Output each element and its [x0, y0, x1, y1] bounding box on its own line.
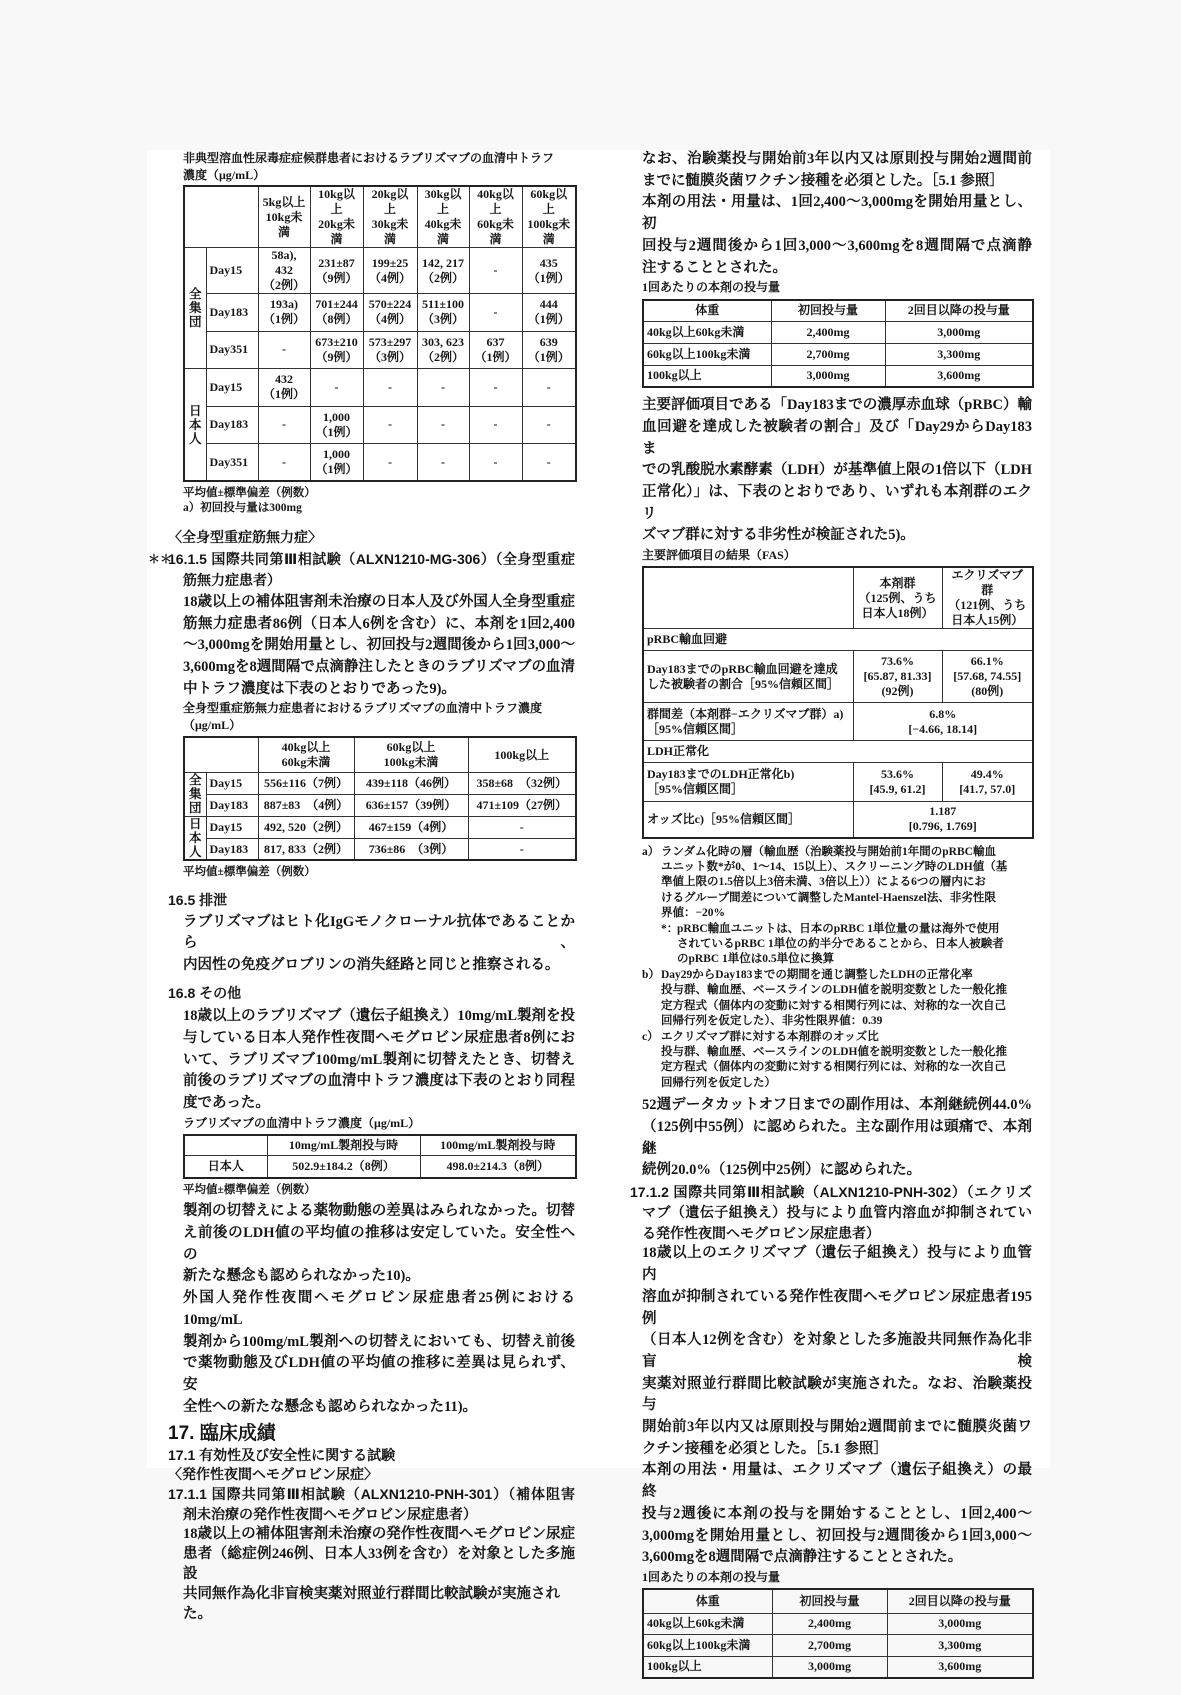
column-header: 40kg以上 60kg未満 — [469, 186, 522, 248]
aHUS-trough-table — [183, 185, 577, 482]
section-16-8-heading: 16.8 その他 — [168, 984, 242, 1001]
value-cell: 673±210 （9例） — [310, 331, 363, 369]
value-cell: 日本人 — [184, 1156, 267, 1178]
row-label: Day183までのLDH正常化b) ［95%信頼区間］ — [643, 763, 853, 802]
dose-table-2 — [642, 1588, 1034, 1679]
column-header — [643, 567, 853, 629]
table-row — [184, 838, 576, 860]
column-header: 60kg以上 100kg未満 — [522, 186, 576, 248]
row-label: 群間差（本剤群−エクリズマブ群）a) ［95%信頼区間］ — [643, 703, 853, 741]
value-cell: 1,000 （1例） — [310, 406, 363, 444]
table-header-row — [643, 567, 1033, 629]
group-label: 日 本 人 — [184, 369, 206, 482]
footnote-asterisk — [661, 922, 1032, 968]
table-header-row — [184, 1135, 576, 1156]
table-row — [643, 703, 1033, 741]
column-header: 40kg以上 60kg未満 — [258, 737, 354, 772]
value-cell: - — [469, 369, 522, 407]
text-line: 界値：−20% — [661, 907, 726, 920]
text-line: え前後のLDH値の平均値の推移は安定していた。安全性への — [183, 1224, 575, 1263]
column-header: 本剤群 （125例、うち 日本人18例） — [853, 567, 942, 629]
dose-cell: 3,600mg — [887, 1656, 1033, 1678]
text-line: 3,600mgを8週間隔で点滴静注したときのラブリズマブの血清 — [183, 659, 575, 676]
text-line: での乳酸脱水素酵素（LDH）が基準値上限の1倍以下（LDH — [642, 462, 1032, 479]
row-label: Day183 — [206, 838, 258, 860]
column-header: 5kg以上 10kg未満 — [258, 186, 310, 248]
adverse-reactions-paragraph — [642, 1095, 1032, 1182]
footnote-label: c） — [642, 1030, 659, 1043]
left-column — [148, 150, 575, 1624]
table-row — [184, 406, 576, 444]
value-cell: - — [258, 331, 310, 369]
table1-footnote: 平均値±標準偏差（例数） — [183, 487, 316, 499]
row-label: Day15 — [206, 772, 258, 794]
text-line: 回帰行列を仮定した） — [661, 1076, 776, 1089]
weight-cell: 60kg以上100kg未満 — [643, 1635, 772, 1657]
table-row — [184, 294, 576, 332]
value-cell: - — [363, 406, 417, 444]
table-row — [184, 772, 576, 794]
results-table-caption: 主要評価項目の結果（FAS） — [642, 548, 796, 563]
text-line: 患者（総症例246例、日本人33例を含む）を対象とした多施設 — [183, 1546, 575, 1583]
merged-value-cell: 6.8% [−4.66, 18.14] — [853, 703, 1033, 741]
value-cell: - — [469, 406, 522, 444]
row-label: Day15 — [206, 248, 258, 294]
row-label: Day183 — [206, 794, 258, 816]
text-line: 回帰行列を仮定した）、非劣性限界値：0.39 — [661, 1015, 883, 1028]
column-header: 体重 — [643, 1589, 772, 1613]
section-17-1-2-heading — [630, 1182, 1032, 1244]
text-line: 主要評価項目である「Day183までの濃厚赤血球（pRBC）輸 — [642, 397, 1032, 414]
value-cell: 570±224 （4例） — [363, 294, 417, 332]
group-label: 全 集 団 — [184, 248, 206, 369]
table2-footnote: 平均値±標準偏差（例数） — [183, 866, 316, 879]
primary-endpoint-results-table — [642, 566, 1034, 839]
section-row-label: pRBC輸血回避 — [643, 629, 1033, 651]
text-line: クチン接種を必須とした。［5.1 参照］ — [642, 1440, 888, 1457]
value-cell: 502.9±184.2（8例） — [267, 1156, 420, 1178]
formulation-switch-table — [183, 1134, 577, 1179]
text-line: 16.1.5 国際共同第Ⅲ相試験（ALXN1210-MG-306）（全身型重症 — [168, 550, 575, 567]
value-cell: 53.6% [45.9, 61.2] — [853, 763, 942, 802]
dose-table2-caption: 1回あたりの本剤の投与量 — [642, 1570, 781, 1584]
text-line: 濃度（μg/mL） — [183, 168, 266, 182]
dose-cell: 3,300mg — [887, 1635, 1033, 1657]
text-line: （日本人12例を含む）を対象とした多施設共同無作為化非盲検 — [642, 1332, 1032, 1370]
text-line: 度であった。 — [183, 1095, 270, 1112]
value-cell: 1,000 （1例） — [310, 444, 363, 482]
value-cell: - — [469, 444, 522, 482]
text-line: 製剤から100mg/mL製剤への切替えにおいても、切替え前後 — [183, 1333, 575, 1350]
text-line: 開始前3年以内又は原則投与開始2週間前までに髄膜炎菌ワ — [642, 1419, 1032, 1436]
column-header: 初回投与量 — [772, 1589, 887, 1613]
value-cell: 467±159（4例） — [354, 816, 468, 838]
table-row — [643, 1613, 1033, 1635]
dosage-paragraph — [642, 192, 1032, 279]
text-line: 18歳以上のラブリズマブ（遺伝子組換え）10mg/mL製剤を投 — [183, 1008, 575, 1025]
table1-caption — [183, 150, 575, 184]
value-cell: - — [468, 816, 576, 838]
text-line: ラブリズマブはヒト化IgGモノクローナル抗体であることから、 — [183, 913, 575, 952]
section-16-8-paragraph — [183, 1006, 575, 1115]
text-line: 非典型溶血性尿毒症症候群患者におけるラブリズマブの血清中トラフ — [183, 151, 555, 165]
footnote-label: b） — [642, 968, 660, 981]
dose-cell: 3,000mg — [887, 1613, 1033, 1635]
value-cell: 471±109（27例） — [468, 794, 576, 816]
table-row — [643, 763, 1033, 802]
text-line: 共同無作為化非盲検実薬対照並行群間比較試験が実施された。 — [183, 1586, 560, 1623]
section-16-1-5-paragraph — [183, 592, 575, 701]
text-line: 内因性の免疫グロブリンの消失経路と同じと推察される。 — [183, 956, 560, 973]
text-line: 全身型重症筋無力症患者におけるラブリズマブの血清中トラフ濃度 — [183, 701, 543, 716]
section-16-5-paragraph — [183, 912, 575, 977]
table3-caption: ラブリズマブの血清中トラフ濃度（μg/mL） — [183, 1115, 421, 1130]
column-header: エクリズマブ群 （121例、うち 日本人15例） — [942, 567, 1033, 629]
mg-subsection-heading: 〈全身型重症筋無力症〉 — [168, 528, 322, 545]
text-line: なお、治験薬投与開始前3年以内又は原則投与開始2週間前 — [642, 151, 1032, 167]
text-line: 正常化）」は、下表のとおりであり、いずれも本剤群のエクリ — [642, 484, 1032, 522]
column-header: 初回投与量 — [771, 300, 885, 321]
value-cell: - — [258, 444, 310, 482]
value-cell: 639 （1例） — [522, 331, 576, 369]
row-label: Day183 — [206, 294, 258, 332]
value-cell: - — [417, 444, 469, 482]
value-cell: 444 （1例） — [522, 294, 576, 332]
section-17-1-2-paragraph-1 — [642, 1243, 1032, 1460]
row-label: Day183までのpRBC輸血回避を達成 した被験者の割合［95%信頼区間］ — [643, 651, 853, 703]
table-row — [643, 1635, 1033, 1657]
weight-cell: 40kg以上60kg未満 — [643, 1613, 772, 1635]
table1-footnote-a: a）初回投与量は300mg — [183, 502, 302, 515]
table-row — [643, 741, 1033, 763]
table-row — [184, 248, 576, 294]
text-line: る発作性夜間ヘモグロビン尿症患者） — [642, 1224, 880, 1241]
text-line: のpRBC 1単位は0.5単位に換算 — [677, 953, 835, 966]
table-row — [643, 365, 1033, 387]
text-line: 製剤の切替えによる薬物動態の差異はみられなかった。切替 — [183, 1203, 575, 1220]
dose-table1-caption: 1回あたりの本剤の投与量 — [642, 280, 781, 295]
value-cell: 701±244 （8例） — [310, 294, 363, 332]
table-header-row — [643, 1589, 1033, 1613]
value-cell: - — [363, 369, 417, 407]
dose-cell: 3,000mg — [885, 321, 1033, 343]
text-line: 投与群、輸血歴、ベースラインのLDH値を説明変数とした一般化推 — [661, 1045, 1007, 1058]
text-line: で薬物動態及びLDH値の平均値の推移に差異は見られず、安 — [183, 1355, 575, 1393]
table-corner-cell — [184, 737, 258, 772]
pnh-subsection-heading: 〈発作性夜間ヘモグロビン尿症〉 — [168, 1466, 378, 1483]
weight-cell: 100kg以上 — [643, 365, 771, 387]
row-label: Day15 — [206, 816, 258, 838]
table-header-row — [643, 300, 1033, 321]
text-line: 18歳以上のエクリズマブ（遺伝子組換え）投与により血管内 — [642, 1245, 1032, 1284]
row-label: Day351 — [206, 444, 258, 482]
table-row — [643, 321, 1033, 343]
primary-endpoint-paragraph — [642, 395, 1032, 547]
section-17-heading: 17. 臨床成績 — [168, 1423, 276, 1445]
text-line: 3,600mgを8週間隔で点滴静注することとされた。 — [642, 1549, 963, 1566]
section-17-1-2-paragraph-2 — [642, 1460, 1032, 1569]
row-label: Day351 — [206, 331, 258, 369]
value-cell: 573±297 （3例） — [363, 331, 417, 369]
footnote-b — [642, 968, 1032, 1030]
text-line: 18歳以上の補体阻害剤未治療の発作性夜間ヘモグロビン尿症 — [183, 1526, 575, 1543]
value-cell: - — [469, 294, 522, 332]
column-header — [184, 1135, 267, 1156]
text-line: 剤未治療の発作性夜間ヘモグロビン尿症患者） — [183, 1506, 477, 1523]
section-17-1-1-paragraph — [183, 1524, 575, 1624]
row-label: Day183 — [206, 406, 258, 444]
text-line: 投与2週後に本剤の投与を開始することとし、1回2,400～ — [642, 1505, 1032, 1522]
section-16-1-5-heading — [168, 549, 575, 592]
table-row — [184, 816, 576, 838]
value-cell: 492, 520（2例） — [258, 816, 354, 838]
text-line: 17.1.2 国際共同第Ⅲ相試験（ALXN1210-PNH-302）（エクリズ — [630, 1183, 1032, 1200]
text-line: までに髄膜炎菌ワクチン接種を必須とした。［5.1 参照］ — [642, 172, 1004, 189]
table-corner-cell — [184, 186, 258, 248]
column-header: 2回目以降の投与量 — [887, 1589, 1033, 1613]
column-header: 100mg/mL製剤投与時 — [420, 1135, 576, 1156]
value-cell: 439±118（46例） — [354, 772, 468, 794]
revision-mark: ＊＊ — [148, 551, 173, 566]
weight-cell: 100kg以上 — [643, 1656, 772, 1678]
column-header: 30kg以上 40kg未満 — [417, 186, 469, 248]
dose-cell: 2,700mg — [771, 343, 885, 365]
table-header-row — [184, 186, 576, 248]
text-line: 3,000mgを開始用量とし、初回投与2週間後から1回3,000～ — [642, 1527, 1032, 1544]
text-line: pRBC輸血ユニットは、日本のpRBC 1単位量の量は海外で使用 — [677, 922, 1000, 935]
table3-footnote: 平均値±標準偏差（例数） — [183, 1183, 316, 1196]
text-line: 定方程式（個体内の変動に対する相関行列には、対称的な一次自己 — [661, 1061, 1006, 1074]
merged-value-cell: 1.187 [0.796, 1.769] — [853, 802, 1033, 838]
text-line: ズマブ群に対する非劣性が検証された5)。 — [642, 527, 915, 544]
value-cell: 49.4% [41.7, 57.0] — [942, 763, 1033, 802]
text-line: 筋無力症患者86例（日本人6例を含む）に、本剤を1回2,400 — [183, 615, 575, 632]
column-header: 10kg以上 20kg未満 — [310, 186, 363, 248]
text-line: （125例中55例）に認められた。主な副作用は頭痛で、本剤継 — [642, 1118, 1032, 1157]
value-cell: 556±116（7例） — [258, 772, 354, 794]
table-row — [184, 444, 576, 482]
dose-cell: 3,600mg — [885, 365, 1033, 387]
value-cell: - — [363, 444, 417, 482]
dose-cell: 3,300mg — [885, 343, 1033, 365]
text-line: ～3,000mgを開始用量とし、初回投与2週間後から1回3,000～ — [183, 637, 575, 654]
value-cell: 736±86 （3例） — [354, 838, 468, 860]
value-cell: 435 （1例） — [522, 248, 576, 294]
dose-table-1 — [642, 299, 1034, 388]
table-row — [184, 369, 576, 407]
text-line: Day29からDay183までの期間を通じ調整したLDHの正常化率 — [661, 968, 973, 981]
dose-cell: 2,700mg — [772, 1635, 887, 1657]
row-label: オッズ比c)［95%信頼区間］ — [643, 802, 853, 838]
text-line: 18歳以上の補体阻害剤未治療の日本人及び外国人全身型重症 — [183, 593, 575, 610]
value-cell: - — [522, 406, 576, 444]
text-line: 続例20.0%（125例中25例）に認められた。 — [642, 1162, 922, 1179]
text-line: 投与群、輸血歴、ベースラインのLDH値を説明変数とした一般化推 — [661, 984, 1007, 997]
text-line: いて、ラブリズマブ100mg/mL製剤に切替えたとき、切替え — [183, 1051, 575, 1068]
weight-cell: 60kg以上100kg未満 — [643, 343, 771, 365]
table-row — [643, 629, 1033, 651]
text-line: 血回避を達成した被験者の割合」及び「Day29からDay183ま — [642, 418, 1032, 457]
value-cell: 73.6% [65.87, 81.33] (92例) — [853, 651, 942, 703]
dose-cell: 3,000mg — [772, 1656, 887, 1678]
footnote-text — [661, 968, 1032, 1030]
column-header: 60kg以上 100kg未満 — [354, 737, 468, 772]
value-cell: 231±87 （9例） — [310, 248, 363, 294]
footnote-text — [661, 1030, 1032, 1092]
weight-cell: 40kg以上60kg未満 — [643, 321, 771, 343]
value-cell: 193a) （1例） — [258, 294, 310, 332]
table-row — [643, 343, 1033, 365]
text-line: けるグループ間差について調整したMantel-Haenszel法、非劣性限 — [661, 891, 996, 904]
value-cell: - — [417, 406, 469, 444]
footnote-a — [642, 845, 1032, 922]
dose-cell: 3,000mg — [771, 365, 885, 387]
text-line: 回投与2週間後から1回3,000～3,600mgを8週間隔で点滴静 — [642, 237, 1032, 254]
text-line: 17.1.1 国際共同第Ⅲ相試験（ALXN1210-PNH-301）（補体阻害 — [168, 1486, 575, 1503]
value-cell: 637 （1例） — [469, 331, 522, 369]
text-line: 全性への新たな懸念も認められなかった11)。 — [183, 1398, 478, 1415]
footnote-text — [661, 845, 1032, 922]
table-header-row — [184, 737, 576, 772]
text-line: 準値上限の1.5倍以上3倍未満、3倍以上））による6つの層内にお — [661, 876, 986, 889]
text-line: 溶血が抑制されている発作性夜間ヘモグロビン尿症患者195例 — [642, 1288, 1032, 1327]
dose-cell: 2,400mg — [772, 1613, 887, 1635]
value-cell: 887±83 （4例） — [258, 794, 354, 816]
footnote-c — [642, 1030, 1032, 1092]
text-line: エクリズマブ群に対する本剤群のオッズ比 — [661, 1030, 879, 1043]
value-cell: 358±68 （32例） — [468, 772, 576, 794]
value-cell: 432 （1例） — [258, 369, 310, 407]
text-line: ユニット数*が0、1～14、15以上）、スクリーニング時のLDH値（基 — [661, 861, 1008, 874]
text-line: （μg/mL） — [183, 718, 242, 733]
table-row — [184, 331, 576, 369]
section-17-1-1-heading — [168, 1484, 575, 1524]
text-line: ランダム化時の層（輸血歴（治験薬投与開始前1年間のpRBC輸血 — [661, 845, 996, 858]
text-line: マブ（遺伝子組換え）投与により血管内溶血が抑制されてい — [642, 1204, 1032, 1221]
table2-caption — [183, 700, 575, 734]
value-cell: - — [522, 444, 576, 482]
footnote-label: a） — [642, 845, 660, 858]
value-cell: 303, 623 （2例） — [417, 331, 469, 369]
switch-paragraph-1 — [183, 1201, 575, 1288]
group-label: 日 本 人 — [184, 816, 206, 860]
text-line: 与している日本人発作性夜間ヘモグロビン尿症患者8例にお — [183, 1030, 575, 1047]
text-line: 筋無力症患者） — [183, 572, 281, 589]
row-label: Day15 — [206, 369, 258, 407]
column-header: 体重 — [643, 300, 771, 321]
value-cell: - — [310, 369, 363, 407]
value-cell: 66.1% [57.68, 74.55] (80例) — [942, 651, 1033, 703]
text-line: 本剤の用法・用量は、1回2,400～3,000mgを開始用量とし、初 — [642, 194, 1032, 233]
column-header: 10mg/mL製剤投与時 — [267, 1135, 420, 1156]
text-line: 注することとされた。 — [642, 259, 787, 276]
text-line: 中トラフ濃度は下表のとおりであった9)。 — [183, 680, 456, 697]
value-cell: 817, 833（2例） — [258, 838, 354, 860]
text-line: 実薬対照並行群間比較試験が実施された。なお、治験薬投与 — [642, 1375, 1032, 1414]
vaccination-paragraph — [642, 149, 1032, 192]
column-header: 100kg以上 — [468, 737, 576, 772]
value-cell: 511±100 （3例） — [417, 294, 469, 332]
table-row — [184, 1156, 576, 1178]
value-cell: - — [469, 248, 522, 294]
value-cell: 636±157（39例） — [354, 794, 468, 816]
dose-cell: 2,400mg — [771, 321, 885, 343]
group-label: 全 集 団 — [184, 772, 206, 816]
footnote-text — [677, 922, 1032, 968]
text-line: 本剤の用法・用量は、エクリズマブ（遺伝子組換え）の最終 — [642, 1462, 1032, 1501]
value-cell: 498.0±214.3（8例） — [420, 1156, 576, 1178]
section-17-1-heading: 17.1 有効性及び安全性に関する試験 — [168, 1447, 396, 1464]
text-line: されているpRBC 1単位の約半分であることから、日本人被験者 — [677, 938, 1004, 951]
value-cell: 58a), 432 （2例） — [258, 248, 310, 294]
text-line: 定方程式（個体内の変動に対する相関行列には、対称的な一次自己 — [661, 999, 1006, 1012]
section-row-label: LDH正常化 — [643, 741, 1033, 763]
column-header: 20kg以上 30kg未満 — [363, 186, 417, 248]
footnote-label: *： — [661, 922, 679, 935]
gMG-trough-table — [183, 736, 577, 861]
value-cell: - — [258, 406, 310, 444]
value-cell: 142, 217 （2例） — [417, 248, 469, 294]
value-cell: 199±25 （4例） — [363, 248, 417, 294]
value-cell: - — [522, 369, 576, 407]
switch-paragraph-2 — [183, 1288, 575, 1418]
right-column — [630, 149, 1032, 1679]
table-row — [643, 651, 1033, 703]
value-cell: - — [417, 369, 469, 407]
table-row — [643, 802, 1033, 838]
value-cell: - — [468, 838, 576, 860]
table-row — [643, 1656, 1033, 1678]
column-header: 2回目以降の投与量 — [885, 300, 1033, 321]
text-line: 新たな懸念も認められなかった10)。 — [183, 1268, 420, 1285]
text-line: 前後のラブリズマブの血清中トラフ濃度は下表のとおり同程 — [183, 1073, 575, 1090]
text-line: 52週データカットオフ日までの副作用は、本剤継続例44.0% — [642, 1097, 1032, 1114]
table-row — [184, 794, 576, 816]
section-16-5-heading: 16.5 排泄 — [168, 891, 228, 908]
text-line: 外国人発作性夜間ヘモグロビン尿症患者25例における10mg/mL — [183, 1290, 575, 1328]
